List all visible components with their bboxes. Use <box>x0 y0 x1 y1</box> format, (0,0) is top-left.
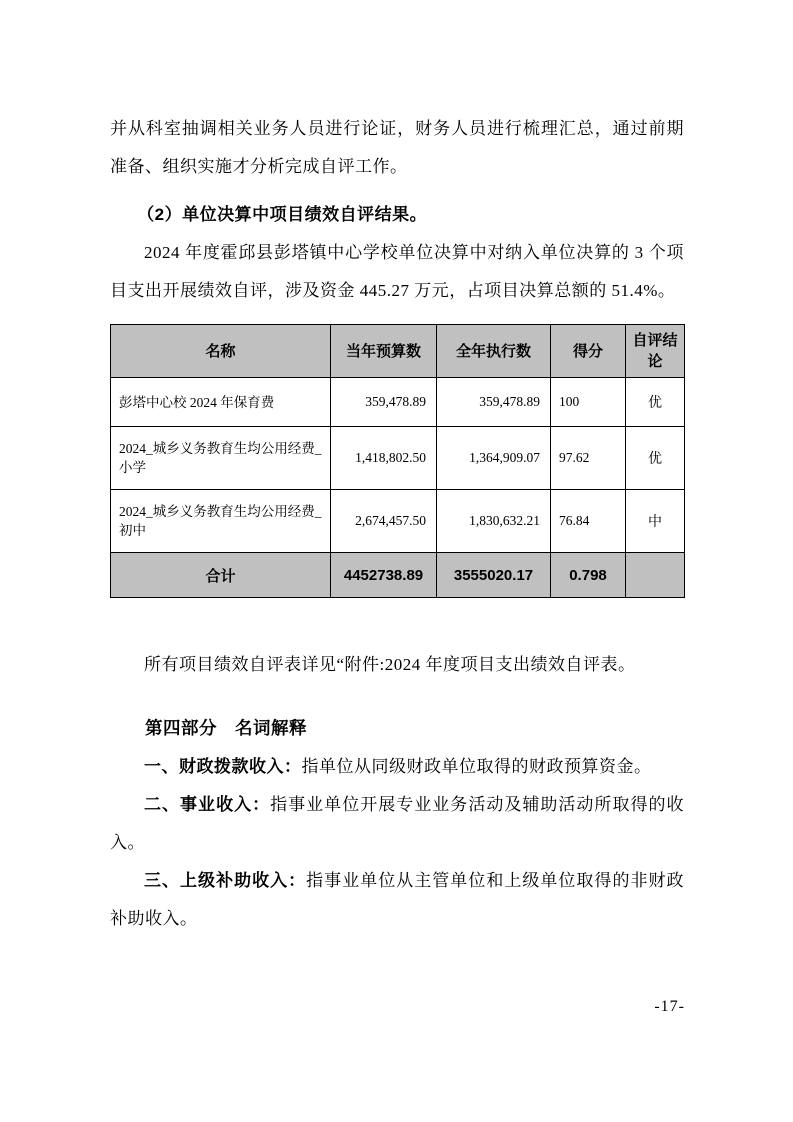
cell-executed: 1,364,909.07 <box>437 427 551 490</box>
term-definition: 指单位从同级财政单位取得的财政预算资金。 <box>301 757 652 776</box>
cell-project-name: 彭塔中心校 2024 年保育费 <box>111 378 331 427</box>
cell-conclusion: 优 <box>626 378 685 427</box>
table-header-row <box>111 325 685 378</box>
cell-score: 97.62 <box>551 427 626 490</box>
term-label: 三、上级补助收入： <box>144 871 307 890</box>
cell-budget: 2,674,457.50 <box>331 490 437 553</box>
cell-total-score: 0.798 <box>551 553 626 598</box>
table-row <box>111 378 685 427</box>
paragraph-attachment-note: 所有项目绩效自评表详见“附件:2024 年度项目支出绩效自评表。 <box>144 655 636 674</box>
cell-total-label: 合计 <box>111 553 331 598</box>
page-content <box>110 110 684 938</box>
term-label: 一、财政拨款收入： <box>144 757 302 776</box>
header-name: 名称 <box>111 325 331 378</box>
subheading-project-selfreview-result <box>110 196 684 234</box>
paragraph-selfreview-process: 并从科室抽调相关业务人员进行论证，财务人员进行梳理汇总，通过前期准备、组织实施才分析完成自评工作。 <box>110 119 684 176</box>
cell-total-executed: 3555020.17 <box>437 553 551 598</box>
term-fiscal-appropriation-income <box>110 748 684 786</box>
cell-budget: 359,478.89 <box>331 378 437 427</box>
term-definition: 指事业单位从主管单位和上级单位取得的非财政补助收入。 <box>110 871 685 928</box>
paragraph-selfreview-summary: 2024 年度霍邱县彭塔镇中心学校单位决算中对纳入单位决算的 3 个项目支出开展绩效自评，涉及资金 445.27 万元，占项目决算总额的 51.4%。 <box>110 243 684 300</box>
term-definition: 指事业单位开展专业业务活动及辅助活动所取得的收入。 <box>110 795 685 852</box>
cell-executed: 359,478.89 <box>437 378 551 427</box>
table-total-row <box>111 553 685 598</box>
header-conclusion: 自评结论 <box>626 325 685 378</box>
cell-score: 76.84 <box>551 490 626 553</box>
cell-score: 100 <box>551 378 626 427</box>
table-row <box>111 490 685 553</box>
term-superior-subsidy-income <box>110 862 684 938</box>
subheading-text: （2）单位决算中项目绩效自评结果。 <box>137 205 428 224</box>
term-label: 二、事业收入： <box>144 795 271 814</box>
header-score: 得分 <box>551 325 626 378</box>
header-budget: 当年预算数 <box>331 325 437 378</box>
table-row <box>111 427 685 490</box>
cell-conclusion: 中 <box>626 490 685 553</box>
cell-total-conclusion <box>626 553 685 598</box>
cell-project-name: 2024_城乡义务教育生均公用经费_小学 <box>111 427 331 490</box>
cell-executed: 1,830,632.21 <box>437 490 551 553</box>
performance-selfreview-table <box>110 324 685 598</box>
cell-budget: 1,418,802.50 <box>331 427 437 490</box>
header-executed: 全年执行数 <box>437 325 551 378</box>
page-number: -17- <box>654 998 685 1015</box>
cell-total-budget: 4452738.89 <box>331 553 437 598</box>
cell-project-name: 2024_城乡义务教育生均公用经费_初中 <box>111 490 331 553</box>
cell-conclusion: 优 <box>626 427 685 490</box>
section-heading-text: 第四部分 名词解释 <box>145 718 307 738</box>
section-heading-glossary <box>110 708 684 748</box>
term-operating-income <box>110 786 684 862</box>
